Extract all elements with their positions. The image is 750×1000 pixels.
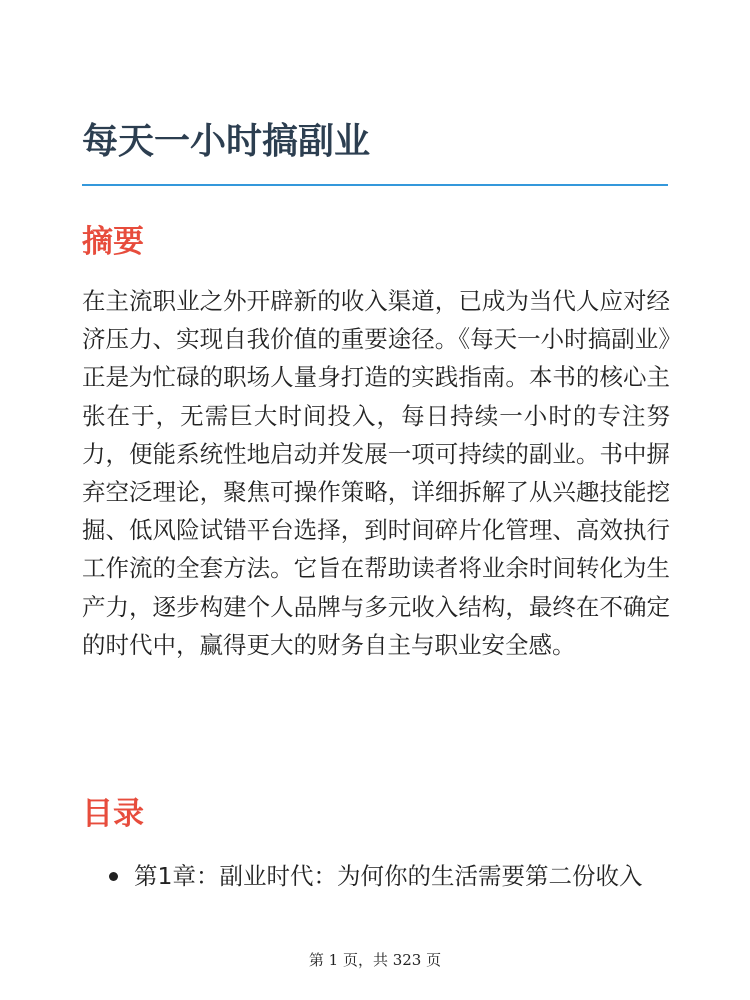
toc-list xyxy=(82,858,670,895)
bullet-icon xyxy=(109,872,118,881)
toc-item xyxy=(82,858,670,895)
title-divider xyxy=(82,184,668,186)
abstract-body: 在主流职业之外开辟新的收入渠道，已成为当代人应对经济压力、实现自我价值的重要途径。《每天一小时搞副业》正是为忙碌的职场人量身打造的实践指南。本书的核心主张在于，无需巨大时间投入，每日持续一小时的专注努力，便能系统性地启动并发展一项可持续的副业。书中摒弃空泛理论，聚焦可操作策略，详细拆解了从兴趣技能挖掘、低风险试错平台选择，到时间碎片化管理、高效执行工作流的全套方法。它旨在帮助读者将业余时间转化为生产力，逐步构建个人品牌与多元收入结构，最终在不确定的时代中，赢得更大的财务自主与职业安全感。 xyxy=(82,287,670,659)
document-title: 每天一小时搞副业 xyxy=(82,121,371,162)
abstract-heading: 摘要 xyxy=(82,224,144,260)
toc-item-label: 第1章：副业时代：为何你的生活需要第二份收入 xyxy=(134,862,643,890)
page-footer: 第 1 页，共 323 页 xyxy=(308,951,442,969)
toc-heading: 目录 xyxy=(82,796,144,832)
